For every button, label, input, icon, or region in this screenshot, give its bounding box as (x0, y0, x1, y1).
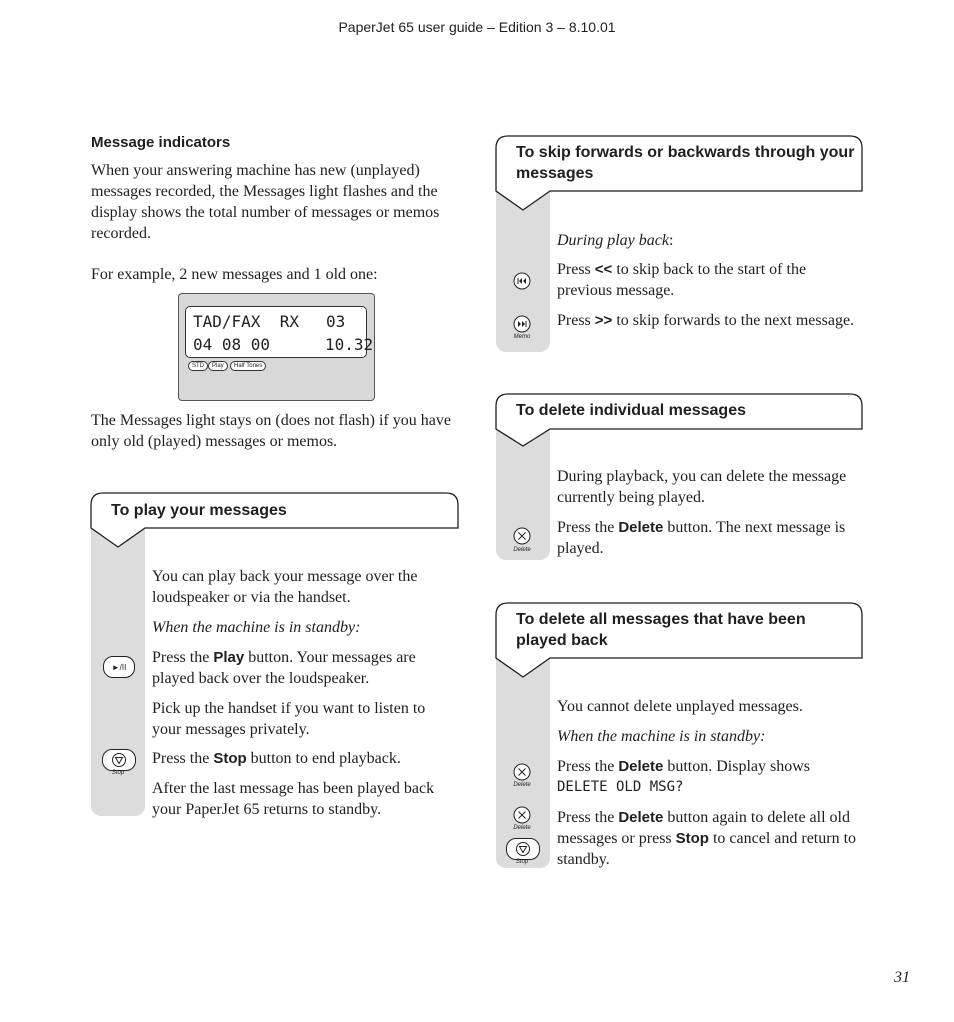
play-pause-icon-glyph: ►/II (111, 662, 127, 672)
skip-during-colon: : (668, 232, 674, 249)
skip-during-text: During play back (557, 232, 669, 249)
lcd-half-tones-indicator: Half Tones (230, 361, 266, 371)
delete-one-step (557, 517, 862, 559)
lcd-line1-left: TAD/FAX RX (193, 312, 299, 331)
play-pause-icon (103, 656, 135, 678)
skip-forward-step (557, 310, 862, 331)
delete-all-step-2 (557, 807, 857, 870)
delete-one-step-pre: Press the (557, 519, 619, 536)
skip-back-key: << (594, 261, 613, 278)
memo-icon-label: Memo (513, 334, 531, 340)
indicators-paragraph-3: The Messages light stays on (does not flash) if you have only old (played) messages or memos. (91, 412, 451, 450)
play-key-label: Play (213, 649, 245, 666)
play-step-2: Pick up the handset if you want to listen to your messages privately. (152, 700, 426, 738)
skip-box-title: To skip forwards or backwards through your messages (516, 144, 855, 182)
play-intro: You can play back your message over the loudspeaker or via the handset. (152, 568, 418, 606)
play-standby-note: When the machine is in standby: (152, 619, 361, 636)
page-number: 31 (894, 969, 910, 986)
play-step-3 (152, 748, 452, 769)
skip-during-playback (557, 230, 862, 251)
play-step-1 (152, 647, 452, 689)
delete-one-step-post: button. The next message is played. (557, 519, 846, 557)
delete-old-msg-display-text: DELETE OLD MSG? (557, 779, 684, 795)
delete-one-key: Delete (618, 519, 664, 536)
indicators-paragraph-1: When your answering machine has new (unplayed) messages recorded, the Messages light flashes and the display shows the total number of messages or memos recorded. (91, 162, 440, 242)
stop-icon (506, 838, 540, 860)
delete-one-box-title: To delete individual messages (516, 402, 746, 419)
delete-all-key-2: Delete (618, 809, 664, 826)
stop-icon-label: Stop (515, 859, 529, 865)
skip-forward-key: >> (594, 312, 613, 329)
stop-icon (102, 749, 136, 771)
lcd-line2-left: 04 08 00 (193, 335, 271, 354)
stop-key-label: Stop (213, 750, 247, 767)
delete-all-step-1-post: button. Display shows (663, 758, 811, 775)
delete-all-stop-key: Stop (675, 830, 709, 847)
delete-all-standby-note: When the machine is in standby: (557, 728, 766, 745)
delete-all-step-2-post: to cancel and return to standby. (557, 830, 857, 868)
skip-back-post: to skip back to the start of the previous message. (557, 261, 807, 299)
delete-icon (513, 763, 531, 781)
lcd-line1-right: 03 (326, 312, 346, 331)
delete-icon-label: Delete (513, 782, 531, 788)
delete-all-step-2-mid: button again to delete all old messages or press (557, 809, 850, 847)
delete-all-step-1 (557, 756, 862, 777)
delete-icon-label: Delete (513, 547, 531, 553)
page-header: PaperJet 65 user guide – Edition 3 – 8.10.01 (338, 19, 616, 35)
play-step-3-pre: Press the (152, 750, 214, 767)
delete-one-intro: During playback, you can delete the message currently being played. (557, 468, 847, 506)
delete-all-box-title: To delete all messages that have been played back (516, 611, 806, 649)
skip-back-pre: Press (557, 261, 595, 278)
play-step-1-pre: Press the (152, 649, 214, 666)
play-box-title: To play your messages (111, 502, 287, 519)
delete-all-step-1-pre: Press the (557, 758, 619, 775)
delete-icon (513, 527, 531, 545)
skip-forward-pre: Press (557, 312, 595, 329)
delete-icon (513, 806, 531, 824)
delete-all-intro: You cannot delete unplayed messages. (557, 698, 803, 715)
skip-forward-icon (513, 315, 531, 333)
delete-all-step-2-pre: Press the (557, 809, 619, 826)
lcd-std-indicator: STD (188, 361, 208, 371)
skip-forward-post: to skip forwards to the next message. (612, 312, 855, 329)
lcd-line2-right: 10.32 (325, 335, 374, 354)
delete-all-key-1: Delete (618, 758, 664, 775)
lcd-play-indicator: Play (208, 361, 228, 371)
stop-icon-label: Stop (111, 770, 125, 776)
skip-back-icon (513, 272, 531, 290)
play-step-1-post: button. Your messages are played back over the loudspeaker. (152, 649, 416, 687)
play-step-3-post: button to end playback. (246, 750, 401, 767)
indicators-paragraph-2: For example, 2 new messages and 1 old one: (91, 266, 378, 283)
play-step-4: After the last message has been played back your PaperJet 65 returns to standby. (152, 780, 435, 818)
message-indicators-heading: Message indicators (91, 134, 231, 151)
delete-icon-label: Delete (513, 825, 531, 831)
skip-back-step (557, 259, 862, 301)
